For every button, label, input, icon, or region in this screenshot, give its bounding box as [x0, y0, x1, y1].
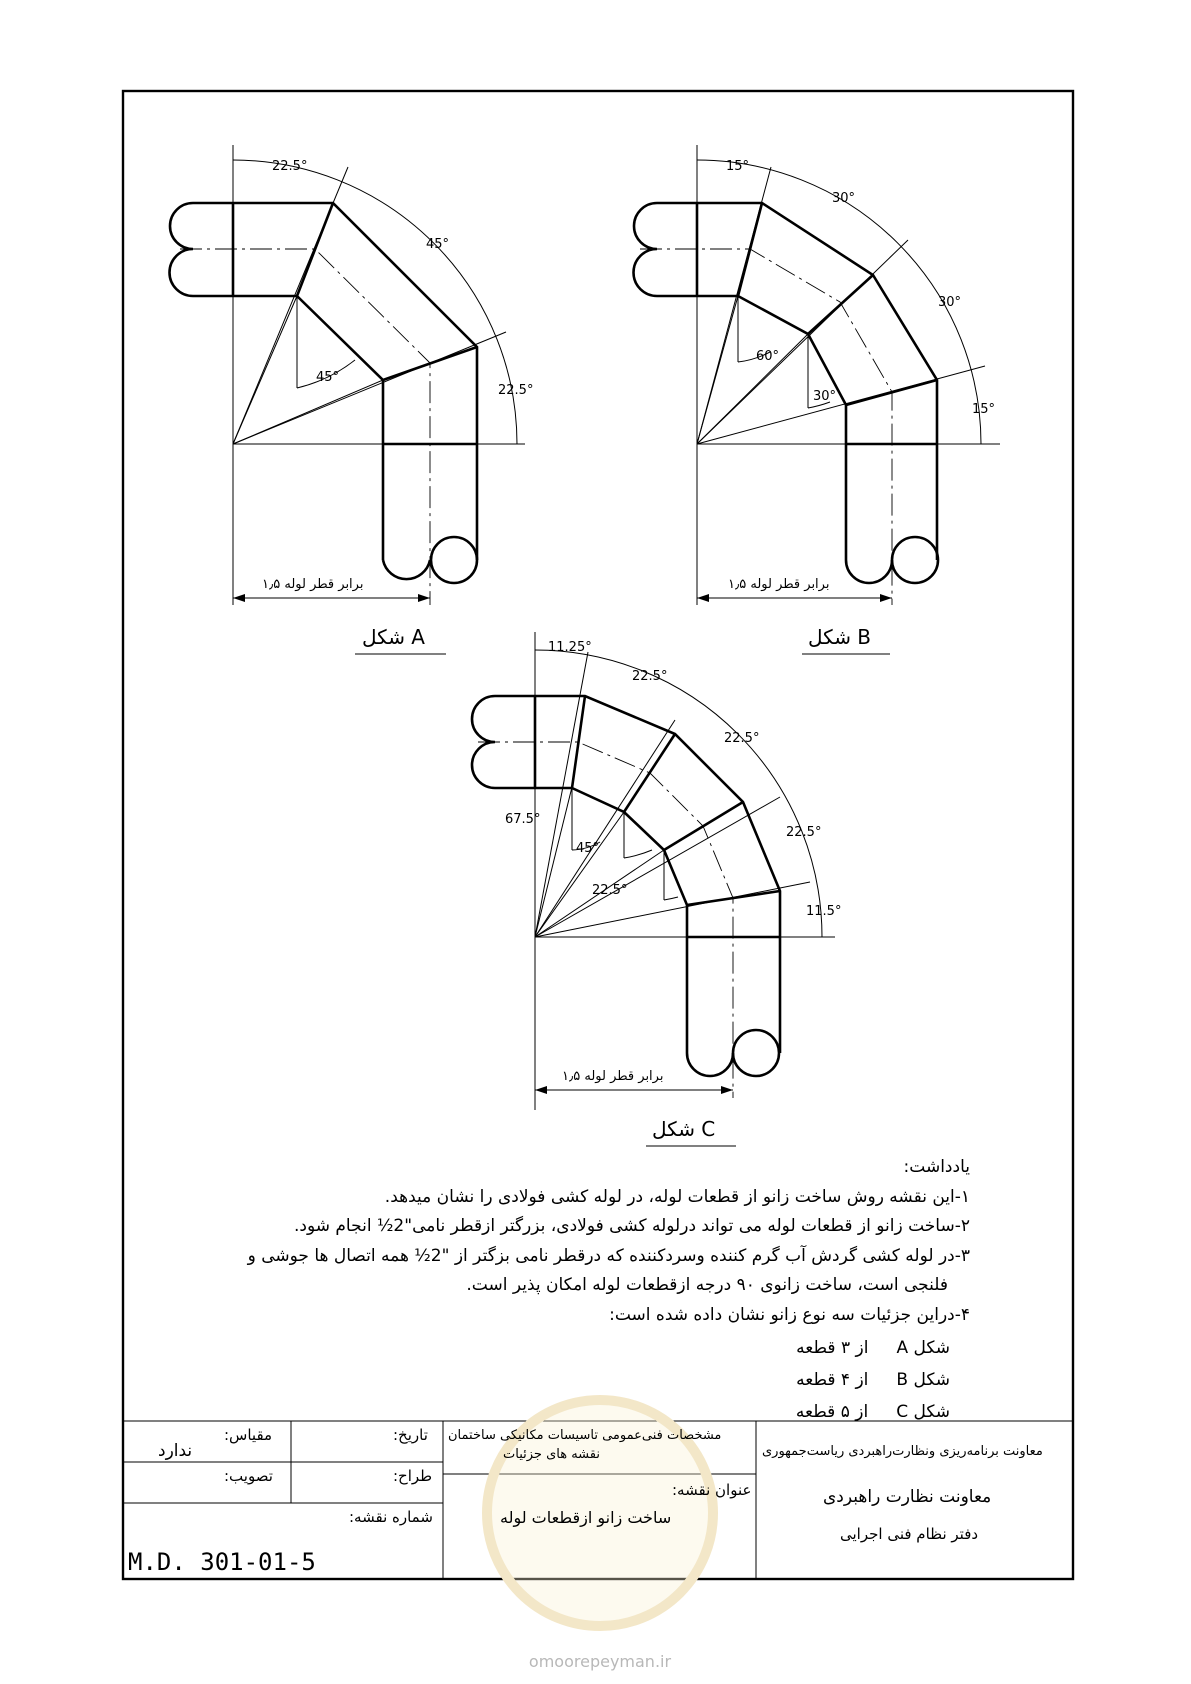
- drawing-number: M.D. 301-01-5: [128, 1548, 316, 1576]
- figure-c: [472, 632, 841, 1146]
- note-item: ۲-ساخت زانو از قطعات لوله می تواند درلوله کشی فولادی، بزرگتر ازقطر نامی"2½ انجام شود.: [294, 1216, 970, 1236]
- figure-c-caption: شکل C: [652, 1117, 716, 1141]
- figure-b-angle-4: 60°: [756, 349, 780, 364]
- figure-c-angle-1: 11.25°: [548, 640, 592, 655]
- figure-b-angle-1: 15°: [726, 159, 750, 174]
- figure-b: [633, 145, 1000, 654]
- parts-row-c: [750, 1396, 950, 1428]
- scale-label: مقیاس:: [224, 1426, 273, 1444]
- parts-shape: شکل A: [896, 1338, 950, 1358]
- parts-list: [750, 1332, 950, 1428]
- scale-value: ندارد: [158, 1441, 193, 1461]
- figure-a-angle-1: 22.5°: [272, 159, 308, 174]
- approval-label: تصویب:: [224, 1467, 273, 1485]
- figure-c-angle-8: 11.5°: [806, 904, 842, 919]
- figure-b-angle-2: 30°: [832, 191, 856, 206]
- drawing-title: ساخت زانو ازقطعات لوله: [500, 1508, 672, 1527]
- figure-b-radius-note: ۱٫۵ برابر قطر لوله: [728, 577, 830, 592]
- note-item: ۴-دراین جزئیات سه نوع زانو نشان داده شده است:: [609, 1304, 970, 1325]
- notes-heading: یادداشت:: [903, 1157, 970, 1177]
- note-item: ۱-این نقشه روش ساخت زانو از قطعات لوله، در لوله کشی فولادی را نشان میدهد.: [384, 1186, 970, 1207]
- org-line-2: معاونت نظارت راهبردی: [823, 1487, 992, 1507]
- spec-line-1: مشخصات فنی‌عمومی تاسیسات مکانیکی ساختمان: [448, 1428, 722, 1443]
- org-line-3: دفتر نظام فنی اجرایی: [840, 1525, 979, 1543]
- watermark-url: omoorepeyman.ir: [528, 1652, 672, 1671]
- figure-b-angle-5: 30°: [813, 389, 837, 404]
- title-label: عنوان نقشه:: [672, 1481, 752, 1499]
- figure-c-angle-2: 22.5°: [632, 669, 668, 684]
- parts-count: از ۳ قطعه: [796, 1338, 869, 1358]
- figure-c-angle-4: 22.5°: [786, 825, 822, 840]
- figure-c-radius-note: ۱٫۵ برابر قطر لوله: [562, 1069, 664, 1084]
- figure-a-angle-3: 45°: [316, 370, 340, 385]
- notes-block: [200, 1153, 970, 1330]
- note-item: ۳-در لوله کشی گردش آب گرم کننده وسردکننده که درقطر نامی بزگتر از "2½ همه اتصال ها جوشی و: [247, 1245, 970, 1266]
- figure-c-angle-6: 45°: [576, 841, 600, 856]
- spec-line-2: نقشه های جزئیات: [503, 1447, 600, 1462]
- parts-row-b: [750, 1364, 950, 1396]
- parts-shape: شکل C: [896, 1402, 950, 1422]
- designer-label: طراح:: [393, 1467, 433, 1485]
- figure-a-angle-4: 22.5°: [498, 383, 534, 398]
- org-line-1: معاونت برنامه‌ریزی ونظارت‌راهبردی ریاست‌جمهوری: [762, 1444, 1043, 1459]
- date-label: تاریخ:: [393, 1426, 428, 1444]
- parts-row-a: [750, 1332, 950, 1364]
- parts-count: از ۵ قطعه: [795, 1402, 869, 1422]
- parts-count: از ۴ قطعه: [796, 1370, 869, 1390]
- figure-c-angle-7: 22.5°: [592, 883, 628, 898]
- figure-c-angle-5: 67.5°: [505, 812, 541, 827]
- figure-c-angle-3: 22.5°: [724, 731, 760, 746]
- drawing-no-label: شماره نقشه:: [349, 1508, 433, 1526]
- figure-b-caption: شکل B: [808, 625, 872, 649]
- figure-a-radius-note: ۱٫۵ برابر قطر لوله: [262, 577, 364, 592]
- figure-a-caption: شکل A: [362, 625, 425, 649]
- figure-b-angle-3: 30°: [938, 295, 962, 310]
- figure-b-angle-6: 15°: [972, 402, 996, 417]
- parts-shape: شکل B: [896, 1370, 950, 1390]
- figure-a-angle-2: 45°: [426, 237, 450, 252]
- note-item: فلنجی است، ساخت زانوی ۹۰ درجه ازقطعات لوله امکان پذیر است.: [466, 1275, 948, 1295]
- figure-a: [170, 145, 534, 654]
